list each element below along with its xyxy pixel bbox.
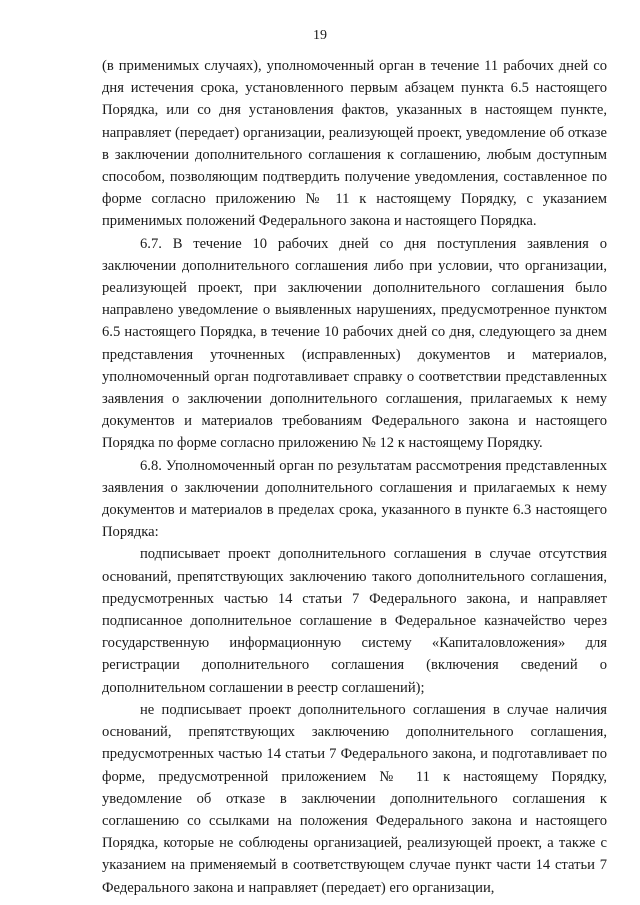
paragraph-sign-clause: подписывает проект дополнительного соглашения в случае отсутствия оснований, препятствующих заключению такого дополнительного соглашения, предусмотренных частью 14 статьи 7 Федерального закона, и направляет подписанное дополнительное соглашение в Федеральное казначейство через государственную информационную систему «Капиталовложения» для регистрации дополнительного соглашения (включения сведений о дополнительном соглашении в реестр соглашений); [102, 546, 607, 696]
page-number: 19 [313, 28, 327, 43]
paragraph-continuation: (в применимых случаях), уполномоченный орган в течение 11 рабочих дней со дня истечения срока, установленного первым абзацем пункта 6.5 настоящего Порядка, или со дня установления фактов, указанных в настоящем пункте, направляет (передает) организации, реализующей проект, уведомление об отказе в заключении дополнительного соглашения к соглашению, любым доступным способом, позволяющим подтвердить получение уведомления, составленное по форме согласно приложению № 11 к настоящему Порядку, с указанием применимых положений Федерального закона и настоящего Порядка. [102, 58, 607, 230]
paragraph-6-7: 6.7. В течение 10 рабочих дней со дня поступления заявления о заключении дополнительного соглашения либо при условии, что организации, реализующей проект, при заключении дополнительного соглашения было направлено уведомление о выявленных нарушениях, предусмотренное пунктом 6.5 настоящего Порядка, в течение 10 рабочих дней со дня, следующего за днем представления уточненных (исправленных) документов и материалов, уполномоченный орган подготавливает справку о соответствии представленных заявления о заключении дополнительного соглашения, прилагаемых к нему документов и материалов требованиям Федерального закона и настоящего Порядка по форме согласно приложению № 12 к настоящему Порядку. [102, 235, 607, 452]
document-body [102, 55, 607, 899]
paragraph-6-8: 6.8. Уполномоченный орган по результатам рассмотрения представленных заявления о заключении дополнительного соглашения и прилагаемых к нему документов и материалов в пределах срока, указанного в пункте 6.3 настоящего Порядка: [102, 457, 607, 541]
paragraph-refuse-clause: не подписывает проект дополнительного соглашения в случае наличия оснований, препятствующих заключению дополнительного соглашения, предусмотренных частью 14 статьи 7 Федерального закона, и подготавливает по форме, предусмотренной приложением № 11 к настоящему Порядку, уведомление об отказе в заключении дополнительного соглашения к соглашению со ссылками на положения Федерального закона и настоящего Порядка, которые не соблюдены организацией, реализующей проект, а также с указанием на применяемый в соответствующем случае пункт части 14 статьи 7 Федерального закона и направляет (передает) его организации, [102, 701, 607, 896]
